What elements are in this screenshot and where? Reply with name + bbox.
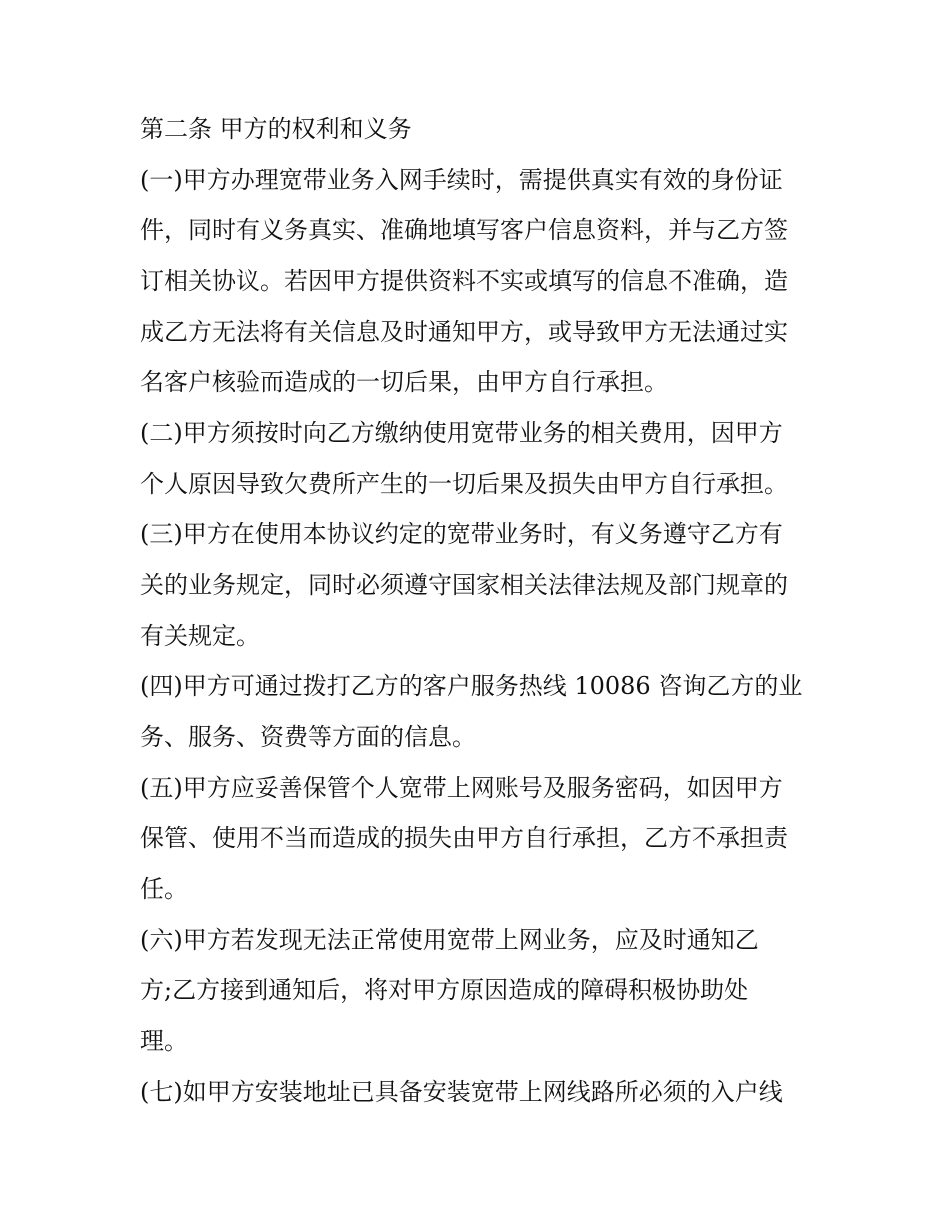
text-line: (六)甲方若发现无法正常使用宽带上网业务，应及时通知乙: [140, 926, 759, 954]
text-line: 关的业务规定，同时必须遵守国家相关法律法规及部门规章的: [140, 571, 788, 599]
text-line: 有关规定。: [140, 622, 260, 650]
text-line: 成乙方无法将有关信息及时通知甲方，或导致甲方无法通过实: [140, 318, 788, 346]
text-line: (四)甲方可通过拨打乙方的客户服务热线 10086 咨询乙方的业: [140, 672, 803, 700]
text-line: 保管、使用不当而造成的损失由甲方自行承担，乙方不承担责: [140, 824, 788, 852]
text-line: (三)甲方在使用本协议约定的宽带业务时，有义务遵守乙方有: [140, 520, 783, 548]
text-line: 件，同时有义务真实、准确地填写客户信息资料，并与乙方签: [140, 216, 788, 244]
text-line: (七)如甲方安装地址已具备安装宽带上网线路所必须的入户线: [140, 1078, 783, 1106]
text-line: 理。: [140, 1027, 188, 1055]
text-line: 任。: [140, 875, 188, 903]
text-line: 方;乙方接到通知后，将对甲方原因造成的障碍积极协助处: [140, 976, 749, 1004]
text-line: 个人原因导致欠费所产生的一切后果及损失由甲方自行承担。: [140, 470, 788, 498]
text-line: (五)甲方应妥善保管个人宽带上网账号及服务密码，如因甲方: [140, 774, 783, 802]
text-line: 名客户核验而造成的一切后果，由甲方自行承担。: [140, 368, 668, 396]
text-line: 务、服务、资费等方面的信息。: [140, 723, 476, 751]
section-heading: 第二条 甲方的权利和义务: [140, 115, 412, 143]
text-line: (二)甲方须按时向乙方缴纳使用宽带业务的相关费用，因甲方: [140, 419, 783, 447]
text-line: 订相关协议。若因甲方提供资料不实或填写的信息不准确，造: [140, 267, 788, 295]
text-line: (一)甲方办理宽带业务入网手续时，需提供真实有效的身份证: [140, 166, 783, 194]
